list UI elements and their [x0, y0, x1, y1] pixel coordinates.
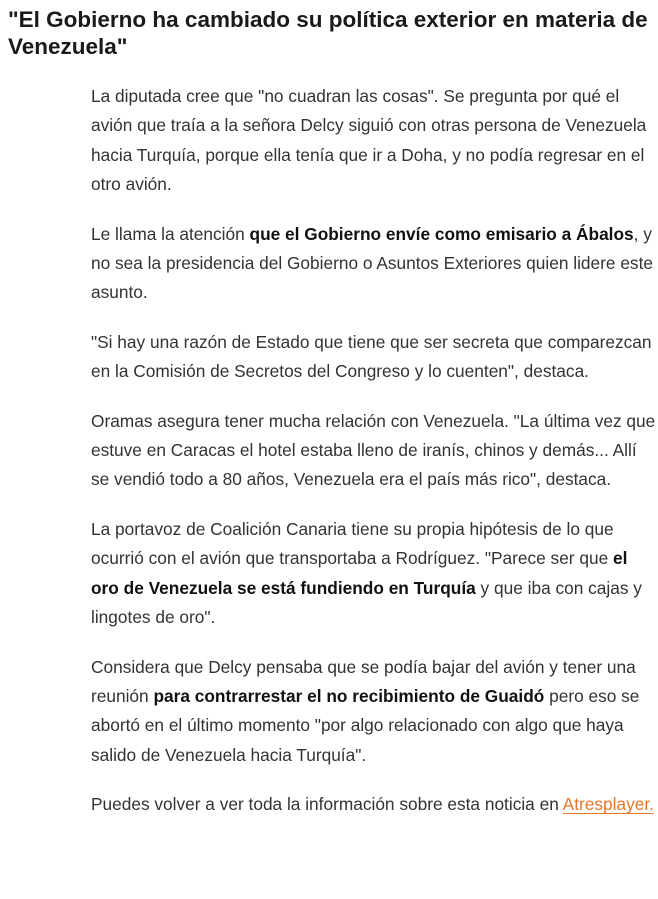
paragraph-text: Considera que Delcy pensaba que se podía bajar del avión y tener una reunión	[91, 656, 636, 706]
bold-emphasis: que el Gobierno envíe como emisario a Ábalos	[249, 223, 634, 244]
article-body	[91, 82, 657, 840]
paragraph-text: La portavoz de Coalición Canaria tiene su propia hipótesis de lo que ocurrió con el avión que transportaba a Rodríguez. "Parece ser que	[91, 518, 614, 569]
paragraph-text: Puedes volver a ver toda la información sobre esta noticia en	[91, 794, 563, 815]
bold-emphasis: el oro de Venezuela se está fundiendo en Turquía	[91, 548, 628, 598]
paragraph-7	[91, 790, 657, 819]
paragraph-text: Le llama la atención	[91, 223, 250, 244]
paragraph-text: , y no sea la presidencia del Gobierno o Asuntos Exteriores quien lidere este asunto.	[91, 223, 653, 303]
paragraph-3	[91, 328, 657, 387]
paragraph-1	[91, 82, 657, 200]
paragraph-text: Oramas asegura tener mucha relación con Venezuela. "La última vez que estuve en Caracas el hotel estaba lleno de iranís, chinos y demás... Allí se vendió todo a 80 años, Venezuela era el país más rico", destaca.	[91, 410, 656, 490]
atresplayer-link[interactable]: Atresplayer.	[562, 794, 654, 815]
paragraph-text: La diputada cree que "no cuadran las cosas". Se pregunta por qué el avión que traía a la señora Delcy siguió con otras persona de Venezuela hacia Turquía, porque ella tenía que ir a Doha, y no podía regresar en el otro avión.	[91, 86, 647, 195]
paragraph-text: y que iba con cajas y lingotes de oro".	[91, 577, 642, 628]
paragraph-2	[91, 220, 657, 308]
paragraph-text: pero eso se abortó en el último momento "por algo relacionado con algo que haya salido de Venezuela hacia Turquía".	[91, 685, 640, 765]
bold-emphasis: para contrarrestar el no recibimiento de Guaidó	[153, 685, 545, 706]
paragraph-6	[91, 653, 657, 771]
paragraph-text: "Si hay una razón de Estado que tiene que ser secreta que comparezcan en la Comisión de Secretos del Congreso y lo cuenten", destaca.	[91, 331, 652, 382]
paragraph-4	[91, 407, 657, 495]
paragraph-5	[91, 515, 657, 633]
section-heading: "El Gobierno ha cambiado su política exterior en materia de Venezuela"	[8, 7, 648, 59]
